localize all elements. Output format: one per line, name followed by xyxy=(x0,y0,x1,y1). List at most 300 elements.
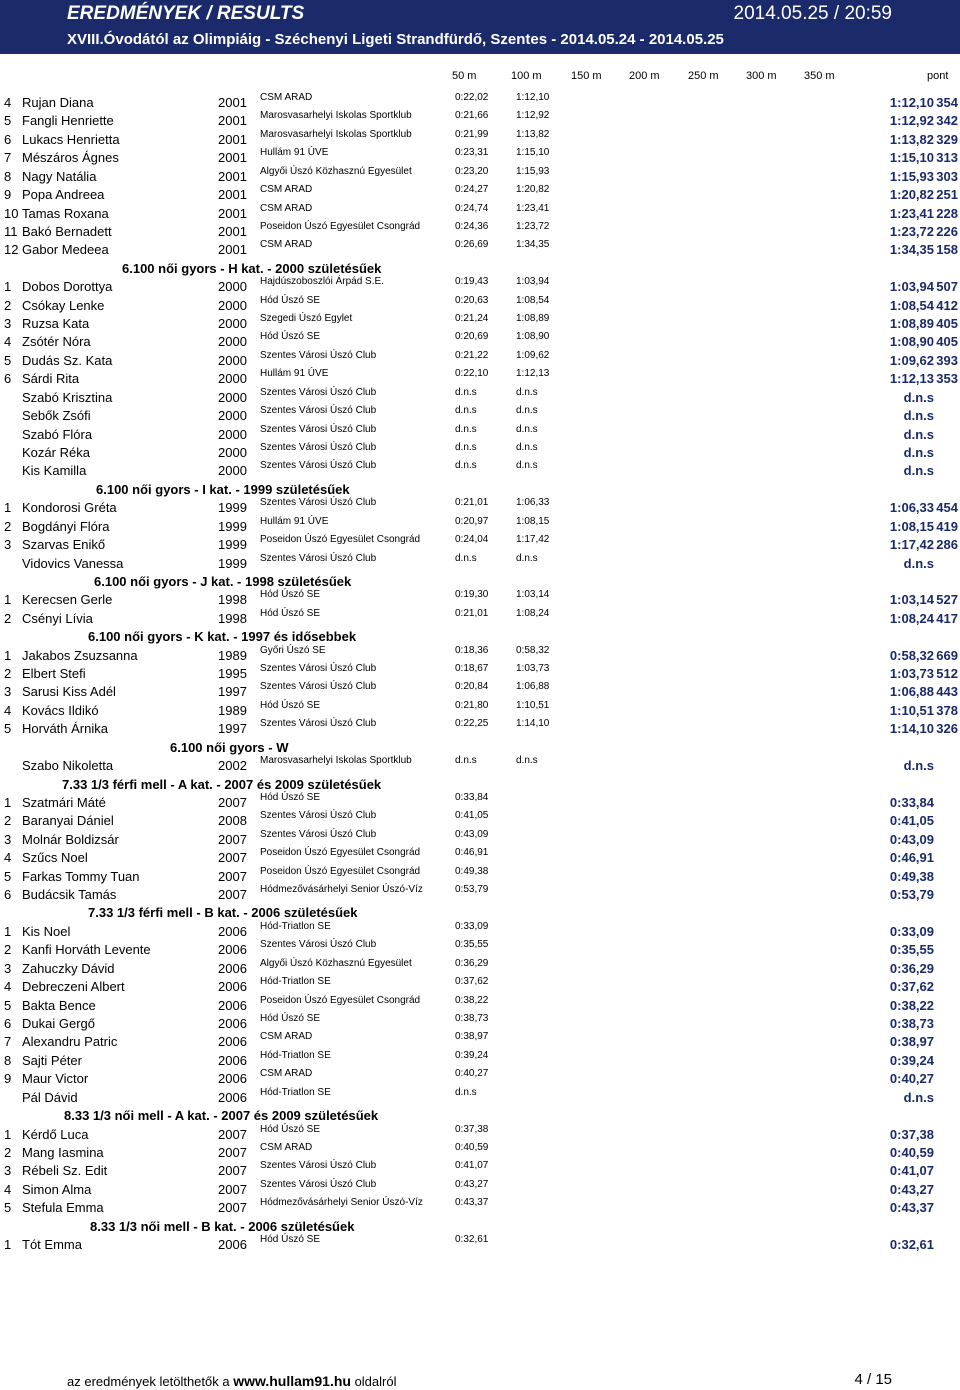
club: CSM ARAD xyxy=(260,1031,313,1043)
club: Szentes Városi Úszó Club xyxy=(260,681,377,693)
split-50: 0:22,25 xyxy=(455,718,489,730)
club: Szentes Városi Úszó Club xyxy=(260,828,377,840)
club: Szentes Városi Úszó Club xyxy=(260,405,377,417)
place: 5 xyxy=(4,868,12,884)
club: Hód Úszó SE xyxy=(260,791,321,803)
place: 1 xyxy=(4,794,12,810)
swimmer-name: Mészáros Ágnes xyxy=(22,150,119,166)
club: Poseidon Úszó Egyesület Csongrád xyxy=(260,865,421,877)
final-time: 0:39,24 xyxy=(889,1052,934,1068)
birth-year: 2006 xyxy=(218,923,247,939)
split-100: d.n.s xyxy=(516,460,538,472)
split-100: 1:03,73 xyxy=(516,663,550,675)
place: 9 xyxy=(4,187,12,203)
split-50: 0:37,38 xyxy=(455,1123,489,1135)
swimmer-name: Dudás Sz. Kata xyxy=(22,352,113,368)
event-heading: 6.100 női gyors - I kat. - 1999 születésűek xyxy=(96,481,350,497)
final-time: 1:03,14 xyxy=(889,592,934,608)
split-100: 1:06,33 xyxy=(516,497,550,509)
club: Hullám 91 ÚVE xyxy=(260,147,329,159)
split-50: 0:21,66 xyxy=(455,110,489,122)
swimmer-name: Budácsik Tamás xyxy=(22,887,117,903)
swimmer-name: Tót Emma xyxy=(22,1237,82,1253)
points: 329 xyxy=(936,131,958,147)
birth-year: 2000 xyxy=(218,279,247,295)
points: 669 xyxy=(936,647,958,663)
split-50: d.n.s xyxy=(455,423,477,435)
club: CSM ARAD xyxy=(260,239,313,251)
club: Hullám 91 ÚVE xyxy=(260,515,329,527)
birth-year: 2000 xyxy=(218,297,247,313)
club: Hód Úszó SE xyxy=(260,589,321,601)
swimmer-name: Zsótér Nóra xyxy=(22,334,91,350)
final-time: 1:12,13 xyxy=(889,371,934,387)
split-100: d.n.s xyxy=(516,423,538,435)
split-50: 0:35,55 xyxy=(455,939,489,951)
swimmer-name: Elbert Stefi xyxy=(22,666,86,682)
event-heading: 6.100 női gyors - K kat. - 1997 és idősebbek xyxy=(88,629,357,645)
swimmer-name: Rébeli Sz. Edit xyxy=(22,1163,108,1179)
birth-year: 2001 xyxy=(218,95,247,110)
club: Hajdúszoboszlói Árpád S.E. xyxy=(260,276,384,288)
split-50: 0:24,74 xyxy=(455,202,489,214)
points: 417 xyxy=(936,610,958,626)
swimmer-name: Kondorosi Gréta xyxy=(22,500,117,516)
final-time: 0:37,62 xyxy=(889,979,934,995)
event-heading: 6.100 női gyors - H kat. - 2000 születésűek xyxy=(122,260,382,276)
place: 3 xyxy=(4,684,12,700)
club: Hód Úszó SE xyxy=(260,699,321,711)
points: 158 xyxy=(936,242,958,258)
place: 6 xyxy=(4,131,12,147)
split-50: 0:21,24 xyxy=(455,313,489,325)
club: Szentes Városi Úszó Club xyxy=(260,718,377,730)
split-100: 1:09,62 xyxy=(516,349,550,361)
split-50: 0:41,07 xyxy=(455,1160,489,1172)
split-50: 0:18,67 xyxy=(455,663,489,675)
swimmer-name: Farkas Tommy Tuan xyxy=(22,868,140,884)
points: 412 xyxy=(936,297,958,313)
split-50: d.n.s xyxy=(455,755,477,767)
result-row xyxy=(0,1068,960,1089)
place: 2 xyxy=(4,942,12,958)
birth-year: 2000 xyxy=(218,352,247,368)
swimmer-name: Tamas Roxana xyxy=(22,205,109,221)
birth-year: 2007 xyxy=(218,1181,247,1197)
split-50: 0:21,99 xyxy=(455,128,489,140)
split-100: 1:15,93 xyxy=(516,165,550,177)
swimmer-name: Popa Andreea xyxy=(22,187,105,203)
split-100: d.n.s xyxy=(516,552,538,564)
birth-year: 2007 xyxy=(218,1126,247,1142)
swimmer-name: Dobos Dorottya xyxy=(22,279,113,295)
split-50: 0:24,36 xyxy=(455,220,489,232)
birth-year: 1999 xyxy=(218,537,247,553)
split-50: 0:20,97 xyxy=(455,515,489,527)
final-time: d.n.s xyxy=(903,444,934,460)
split-50: 0:20,69 xyxy=(455,331,489,343)
page-number: 4 / 15 xyxy=(854,1371,892,1388)
final-time: 0:33,84 xyxy=(889,794,934,810)
final-time: d.n.s xyxy=(903,463,934,479)
place: 11 xyxy=(4,223,18,239)
place: 2 xyxy=(4,297,12,313)
split-50: 0:24,04 xyxy=(455,534,489,546)
swimmer-name: Baranyai Dániel xyxy=(22,813,114,829)
final-time: 0:49,38 xyxy=(889,868,934,884)
split-100: 1:17,42 xyxy=(516,534,550,546)
split-50: 0:38,73 xyxy=(455,1013,489,1024)
club: Hódmezővásárhelyi Senior Úszó-Víz xyxy=(260,1197,423,1209)
result-row xyxy=(0,552,960,574)
place: 12 xyxy=(4,242,19,258)
split-50: 0:37,62 xyxy=(455,976,489,988)
points: 326 xyxy=(936,721,958,737)
event-heading: 8.33 1/3 női mell - A kat. - 2007 és 2009 születésűek xyxy=(64,1108,379,1124)
place: 9 xyxy=(4,1071,12,1087)
place: 3 xyxy=(4,316,12,332)
club: Hullám 91 ÚVE xyxy=(260,368,329,380)
final-time: 1:17,42 xyxy=(889,537,934,553)
final-time: 0:58,32 xyxy=(889,647,934,663)
split-header-300: 300 m xyxy=(746,70,777,82)
swimmer-name: Szatmári Máté xyxy=(22,794,106,810)
final-time: 0:40,27 xyxy=(889,1071,934,1087)
birth-year: 2006 xyxy=(218,960,247,976)
swimmer-name: Szűcs Noel xyxy=(22,850,88,866)
swimmer-name: Gabor Medeea xyxy=(22,242,109,258)
swimmer-name: Csényi Lívia xyxy=(22,610,93,626)
swimmer-name: Pál Dávid xyxy=(22,1089,78,1105)
final-time: 0:38,22 xyxy=(889,997,934,1013)
points: 454 xyxy=(936,500,958,516)
points: 443 xyxy=(936,684,958,700)
club: Győri Úszó SE xyxy=(260,644,326,656)
final-time: 1:08,90 xyxy=(889,334,934,350)
result-row xyxy=(0,368,960,389)
club: Szentes Városi Úszó Club xyxy=(260,497,377,509)
birth-year: 2007 xyxy=(218,1144,247,1160)
birth-year: 2007 xyxy=(218,1200,247,1216)
swimmer-name: Kozár Réka xyxy=(22,444,90,460)
club: Algyői Úszó Közhasznú Egyesület xyxy=(260,165,412,177)
swimmer-name: Szabó Krisztina xyxy=(22,389,113,405)
swimmer-name: Bakta Bence xyxy=(22,997,96,1013)
birth-year: 1999 xyxy=(218,518,247,534)
place: 6 xyxy=(4,1016,12,1031)
swimmer-name: Bogdányi Flóra xyxy=(22,518,110,534)
club: Hód Úszó SE xyxy=(260,1123,321,1135)
footer-note xyxy=(67,1373,396,1389)
result-row xyxy=(0,441,960,463)
final-time: 1:08,54 xyxy=(889,297,934,313)
birth-year: 2000 xyxy=(218,444,247,460)
final-time: 0:38,97 xyxy=(889,1034,934,1050)
split-100: 1:03,94 xyxy=(516,276,550,288)
birth-year: 2000 xyxy=(218,426,247,442)
split-100: 1:08,15 xyxy=(516,515,550,527)
place: 10 xyxy=(4,205,19,221)
swimmer-name: Jakabos Zsuzsanna xyxy=(22,647,138,663)
split-100: 1:10,51 xyxy=(516,699,550,711)
swimmer-name: Maur Victor xyxy=(22,1071,89,1087)
place: 3 xyxy=(4,1163,12,1179)
split-100: 1:12,13 xyxy=(516,368,550,380)
split-100: d.n.s xyxy=(516,441,538,453)
split-50: 0:43,09 xyxy=(455,828,489,840)
swimmer-name: Zahuczky Dávid xyxy=(22,960,115,976)
swimmer-name: Stefula Emma xyxy=(22,1200,104,1216)
points: 226 xyxy=(936,223,958,239)
club: Szentes Városi Úszó Club xyxy=(260,386,377,398)
final-time: 1:15,10 xyxy=(889,150,934,166)
final-time: 0:41,05 xyxy=(889,813,934,829)
place: 5 xyxy=(4,113,12,129)
final-time: 0:32,61 xyxy=(889,1237,934,1253)
final-time: 1:03,94 xyxy=(889,279,934,295)
place: 2 xyxy=(4,518,12,534)
points: 354 xyxy=(936,95,958,110)
club: CSM ARAD xyxy=(260,202,313,214)
split-50: 0:36,29 xyxy=(455,957,489,969)
split-50: 0:24,27 xyxy=(455,184,489,196)
final-time: 0:36,29 xyxy=(889,960,934,976)
split-50: 0:32,61 xyxy=(455,1234,489,1246)
club: Hód Úszó SE xyxy=(260,607,321,619)
result-row xyxy=(0,718,960,739)
swimmer-name: Ruzsa Kata xyxy=(22,316,90,332)
final-time: 0:43,27 xyxy=(889,1181,934,1197)
birth-year: 1997 xyxy=(218,721,247,737)
club: Hód Úszó SE xyxy=(260,294,321,306)
points: 228 xyxy=(936,205,958,221)
birth-year: 2006 xyxy=(218,997,247,1013)
swimmer-name: Bakó Bernadett xyxy=(22,223,112,239)
final-time: 1:20,82 xyxy=(889,187,934,203)
club: Marosvasarhelyi Iskolas Sportklub xyxy=(260,110,412,122)
split-50: 0:19,43 xyxy=(455,276,489,288)
birth-year: 1998 xyxy=(218,610,247,626)
club: Marosvasarhelyi Iskolas Sportklub xyxy=(260,128,412,140)
final-time: 0:41,07 xyxy=(889,1163,934,1179)
birth-year: 2006 xyxy=(218,1052,247,1068)
split-50: d.n.s xyxy=(455,1086,477,1098)
final-time: 0:33,09 xyxy=(889,923,934,939)
points: 313 xyxy=(936,150,958,166)
split-50: d.n.s xyxy=(455,441,477,453)
result-row xyxy=(0,1086,960,1108)
birth-year: 2000 xyxy=(218,334,247,350)
birth-year: 2006 xyxy=(218,1034,247,1050)
birth-year: 2007 xyxy=(218,868,247,884)
club: Szentes Városi Úszó Club xyxy=(260,552,377,564)
club: Szentes Városi Úszó Club xyxy=(260,663,377,675)
split-100: 1:34,35 xyxy=(516,239,550,251)
split-50: 0:21,80 xyxy=(455,699,489,711)
club: Szentes Városi Úszó Club xyxy=(260,441,377,453)
split-50: 0:20,63 xyxy=(455,294,489,306)
split-50: 0:33,09 xyxy=(455,920,489,932)
club: Poseidon Úszó Egyesület Csongrád xyxy=(260,220,421,232)
final-time: d.n.s xyxy=(903,408,934,424)
club: Marosvasarhelyi Iskolas Sportklub xyxy=(260,755,412,767)
final-time: d.n.s xyxy=(903,1089,934,1105)
footer-url[interactable]: www.hullam91.hu xyxy=(233,1373,351,1389)
points: 286 xyxy=(936,537,958,553)
birth-year: 2000 xyxy=(218,389,247,405)
place: 8 xyxy=(4,1052,12,1068)
place: 4 xyxy=(4,334,12,350)
birth-year: 1989 xyxy=(218,702,247,718)
birth-year: 2006 xyxy=(218,1237,247,1253)
birth-year: 2007 xyxy=(218,887,247,903)
split-100: 1:08,89 xyxy=(516,313,550,325)
split-50: 0:40,59 xyxy=(455,1141,489,1153)
final-time: 1:12,92 xyxy=(889,113,934,129)
results-title: EREDMÉNYEK / RESULTS xyxy=(67,3,305,24)
swimmer-name: Csókay Lenke xyxy=(22,297,105,313)
points: 303 xyxy=(936,168,958,184)
final-time: 0:40,59 xyxy=(889,1144,934,1160)
split-100: 1:20,82 xyxy=(516,184,550,196)
final-time: 1:14,10 xyxy=(889,721,934,737)
final-time: 0:38,73 xyxy=(889,1016,934,1031)
split-50: 0:46,91 xyxy=(455,847,489,859)
swimmer-name: Kérdő Luca xyxy=(22,1126,89,1142)
club: Hód-Triatlon SE xyxy=(260,920,331,932)
birth-year: 2001 xyxy=(218,205,247,221)
place: 2 xyxy=(4,1144,12,1160)
final-time: 1:03,73 xyxy=(889,666,934,682)
place: 5 xyxy=(4,997,12,1013)
place: 6 xyxy=(4,371,12,387)
split-100: 1:12,92 xyxy=(516,110,550,122)
split-50: d.n.s xyxy=(455,460,477,472)
club: Szentes Városi Úszó Club xyxy=(260,423,377,435)
split-50: 0:21,22 xyxy=(455,349,489,361)
birth-year: 1998 xyxy=(218,592,247,608)
swimmer-name: Sárdi Rita xyxy=(22,371,80,387)
final-time: 0:35,55 xyxy=(889,942,934,958)
points: 405 xyxy=(936,316,958,332)
split-50: 0:40,27 xyxy=(455,1068,489,1080)
place: 4 xyxy=(4,850,12,866)
club: Hód Úszó SE xyxy=(260,331,321,343)
club: Szentes Városi Úszó Club xyxy=(260,1160,377,1172)
split-50: 0:41,05 xyxy=(455,810,489,822)
split-50: 0:33,84 xyxy=(455,791,489,803)
birth-year: 1999 xyxy=(218,555,247,571)
swimmer-name: Kis Kamilla xyxy=(22,463,87,479)
final-time: 1:06,88 xyxy=(889,684,934,700)
split-100: 0:58,32 xyxy=(516,644,550,656)
swimmer-name: Lukacs Henrietta xyxy=(22,131,120,147)
split-50: 0:53,79 xyxy=(455,884,489,896)
final-time: 0:37,38 xyxy=(889,1126,934,1142)
points: 251 xyxy=(936,187,958,203)
place: 1 xyxy=(4,923,12,939)
final-time: 1:13,82 xyxy=(889,131,934,147)
split-100: 1:23,41 xyxy=(516,202,550,214)
split-50: 0:19,30 xyxy=(455,589,489,601)
club: CSM ARAD xyxy=(260,1068,313,1080)
club: Szentes Városi Úszó Club xyxy=(260,1178,377,1190)
club: Poseidon Úszó Egyesület Csongrád xyxy=(260,847,421,859)
split-50: 0:23,20 xyxy=(455,165,489,177)
club: Poseidon Úszó Egyesület Csongrád xyxy=(260,994,421,1006)
birth-year: 2006 xyxy=(218,942,247,958)
event-heading: 7.33 1/3 férfi mell - B kat. - 2006 születésűek xyxy=(88,905,358,921)
swimmer-name: Kovács Ildikó xyxy=(22,702,99,718)
swimmer-name: Rujan Diana xyxy=(22,95,94,110)
place: 2 xyxy=(4,666,12,682)
swimmer-name: Fangli Henriette xyxy=(22,113,114,129)
swimmer-name: Dukai Gergő xyxy=(22,1016,95,1031)
split-100: 1:14,10 xyxy=(516,718,550,730)
swimmer-name: Sebők Zsófi xyxy=(22,408,91,424)
result-row xyxy=(0,1197,960,1218)
birth-year: 2006 xyxy=(218,1071,247,1087)
place: 7 xyxy=(4,1034,12,1050)
split-50: d.n.s xyxy=(455,386,477,398)
split-50: 0:43,27 xyxy=(455,1178,489,1190)
place: 4 xyxy=(4,979,12,995)
birth-year: 2001 xyxy=(218,242,247,258)
split-50: 0:26,69 xyxy=(455,239,489,251)
split-50: 0:43,37 xyxy=(455,1197,489,1209)
final-time: d.n.s xyxy=(903,758,934,774)
split-50: 0:23,31 xyxy=(455,147,489,159)
club: Hód-Triatlon SE xyxy=(260,976,331,988)
final-time: 0:46,91 xyxy=(889,850,934,866)
birth-year: 2008 xyxy=(218,813,247,829)
split-50: 0:39,24 xyxy=(455,1049,489,1061)
split-100: 1:13,82 xyxy=(516,128,550,140)
club: Szegedi Úszó Egylet xyxy=(260,313,353,325)
birth-year: 2007 xyxy=(218,794,247,810)
split-100: 1:08,24 xyxy=(516,607,550,619)
club: CSM ARAD xyxy=(260,1141,313,1153)
place: 1 xyxy=(4,1237,12,1253)
split-100: 1:03,14 xyxy=(516,589,550,601)
swimmer-name: Nagy Natália xyxy=(22,168,97,184)
club: CSM ARAD xyxy=(260,184,313,196)
swimmer-name: Alexandru Patric xyxy=(22,1034,118,1050)
place: 5 xyxy=(4,352,12,368)
club: Hód Úszó SE xyxy=(260,1013,321,1024)
event-heading: 6.100 női gyors - J kat. - 1998 születésűek xyxy=(94,573,352,589)
result-row xyxy=(0,884,960,905)
result-row xyxy=(0,405,960,426)
birth-year: 2001 xyxy=(218,150,247,166)
final-time: 0:43,09 xyxy=(889,831,934,847)
split-50: 0:22,10 xyxy=(455,368,489,380)
split-50: 0:38,22 xyxy=(455,994,489,1006)
birth-year: 2006 xyxy=(218,1016,247,1031)
swimmer-name: Sarusi Kiss Adél xyxy=(22,684,116,700)
swimmer-name: Mang Iasmina xyxy=(22,1144,104,1160)
footer-prefix: az eredmények letölthetők a xyxy=(67,1374,234,1389)
place: 1 xyxy=(4,592,12,608)
birth-year: 2001 xyxy=(218,131,247,147)
final-time: 1:08,24 xyxy=(889,610,934,626)
birth-year: 2002 xyxy=(218,758,247,774)
final-time: d.n.s xyxy=(903,389,934,405)
final-time: 1:34,35 xyxy=(889,242,934,258)
split-header-150: 150 m xyxy=(571,70,602,82)
place: 4 xyxy=(4,1181,12,1197)
final-time: 1:23,41 xyxy=(889,205,934,221)
